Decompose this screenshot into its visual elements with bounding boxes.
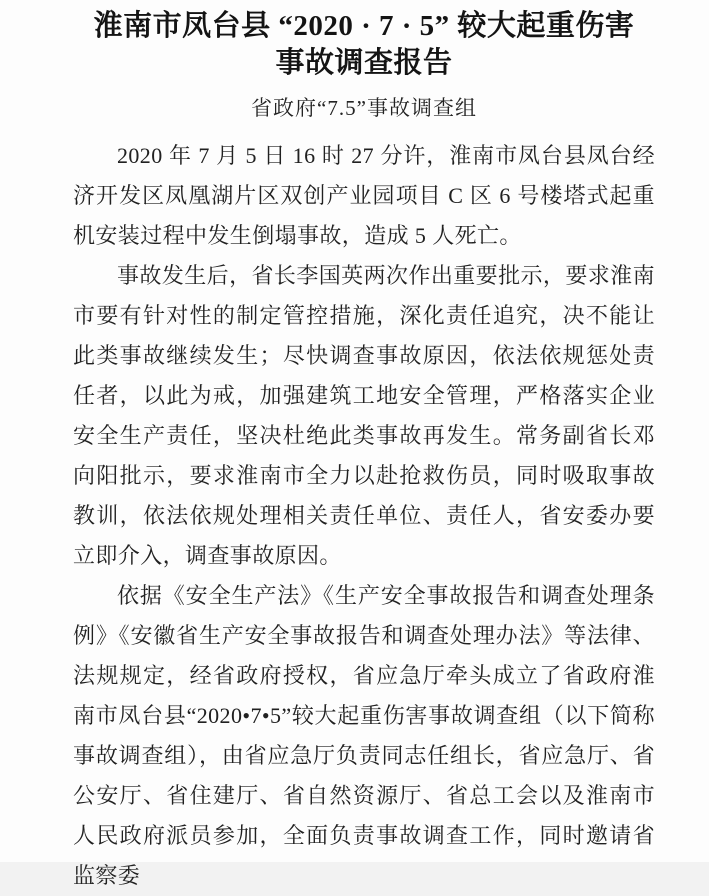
paragraph-leadership-instructions: 事故发生后，省长李国英两次作出重要批示，要求淮南市要有针对性的制定管控措施，深化责任追究，决不能让此类事故继续发生；尽快调查事故原因，依法依规惩处责任者，以此为戒，加强建筑工地安全管理，严格落实企业安全生产责任，坚决杜绝此类事故再发生。常务副省长邓向阳批示，要求淮南市全力以赴抢救伤员，同时吸取事故教训，依法依规处理相关责任单位、责任人，省安委办要立即介入，调查事故原因。 bbox=[73, 263, 655, 568]
byline-investigation-team: 省政府“7.5”事故调查组 bbox=[251, 96, 477, 120]
title-line-1: 淮南市凤台县 “2020 · 7 · 5” 较大起重伤害 bbox=[93, 10, 635, 42]
title-line-2: 事故调查报告 bbox=[275, 47, 453, 79]
document-body bbox=[73, 136, 655, 896]
paragraph-accident-summary: 2020 年 7 月 5 日 16 时 27 分许，淮南市凤台县凤台经济开发区凤凰湖片区双创产业园项目 C 区 6 号楼塔式起重机安装过程中发生倒塌事故，造成 5 人死亡。 bbox=[73, 143, 655, 248]
document-title bbox=[73, 8, 655, 82]
paragraph-investigation-team-formation: 依据《安全生产法》《生产安全事故报告和调查处理条例》《安徽省生产安全事故报告和调查处理办法》等法律、法规规定，经省政府授权，省应急厅牵头成立了省政府淮南市凤台县“2020•7•5”较大起重伤害事故调查组（以下简称事故调查组），由省应急厅负责同志任组长，省应急厅、省公安厅、省住建厅、省自然资源厅、省总工会以及淮南市人民政府派员参加，全面负责事故调查工作，同时邀请省监察委 bbox=[73, 583, 655, 888]
